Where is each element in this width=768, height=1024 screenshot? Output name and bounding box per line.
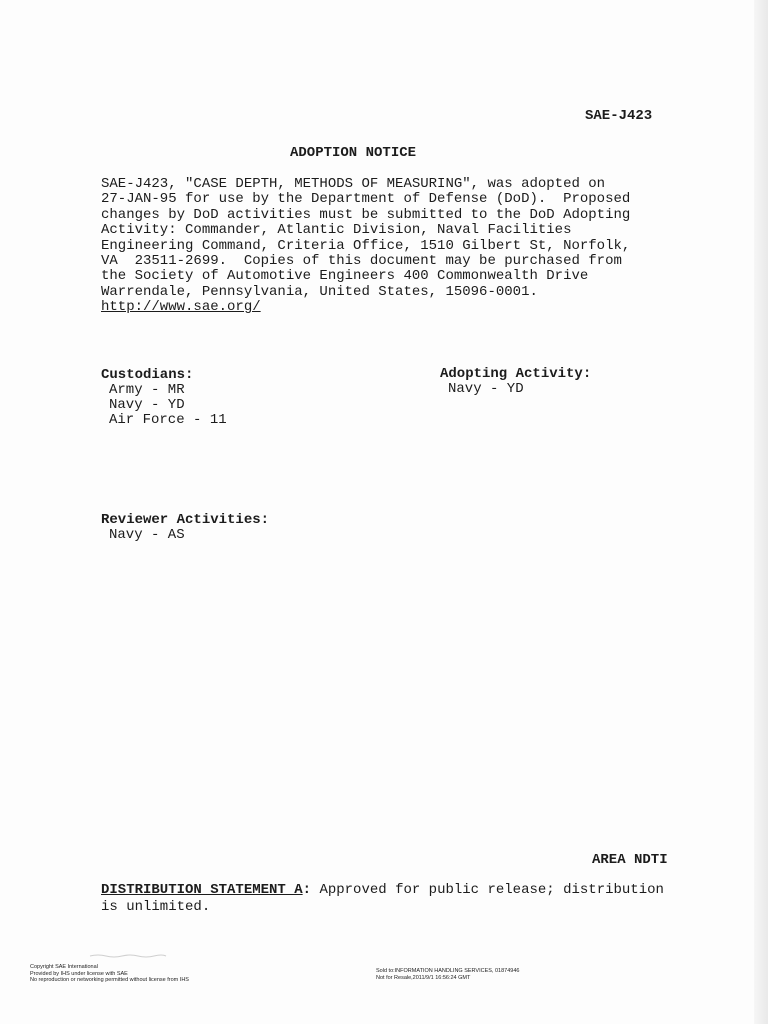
notice-line: Engineering Command, Criteria Office, 1510 Gilbert St, Norfolk, (101, 237, 631, 254)
footer-line: Copyright SAE International (30, 964, 98, 970)
distribution-statement: DISTRIBUTION STATEMENT A: Approved for public release; distribution is unlimited. (101, 882, 664, 915)
page-edge-shadow (754, 0, 768, 1024)
distribution-label: DISTRIBUTION STATEMENT A (101, 882, 303, 898)
custodian-item: Air Force - 11 (109, 412, 227, 428)
copyright-footer (30, 964, 189, 984)
sae-website-link[interactable]: http://www.sae.org/ (101, 299, 261, 316)
notice-line: the Society of Automotive Engineers 400 Commonwealth Drive (101, 268, 589, 285)
reviewer-activity-item: Navy - AS (109, 527, 185, 543)
faint-mark (88, 953, 168, 959)
footer-line: No reproduction or networking permitted without license from IHS (30, 977, 189, 983)
notice-line: SAE-J423, "CASE DEPTH, METHODS OF MEASURING", was adopted on (101, 176, 606, 192)
footer-line: Sold to:INFORMATION HANDLING SERVICES, 01874946 (376, 968, 520, 974)
footer-line: Not for Resale,2011/9/1 16:56:24 GMT (376, 974, 471, 981)
adopting-activity-section (440, 367, 591, 397)
notice-line: 27-JAN-95 for use by the Department of Defense (DoD). Proposed (101, 191, 631, 208)
custodians-section (101, 368, 227, 428)
footer-line: Provided by IHS under license with SAE (30, 970, 128, 977)
area-code: AREA NDTI (592, 852, 668, 868)
notice-line: changes by DoD activities must be submitted to the DoD Adopting (101, 206, 631, 223)
license-footer (376, 968, 519, 981)
notice-line: VA 23511-2699. Copies of this document may be purchased from (101, 253, 622, 270)
reviewer-activities-section (101, 513, 269, 543)
custodian-item: Army - MR (109, 382, 185, 398)
adopting-activity-item: Navy - YD (448, 381, 524, 397)
document-id: SAE-J423 (585, 108, 653, 124)
adopting-activity-heading: Adopting Activity: (440, 366, 592, 382)
custodians-heading: Custodians: (101, 367, 194, 383)
notice-paragraph (101, 177, 661, 316)
reviewer-activities-heading: Reviewer Activities: (101, 512, 270, 528)
distribution-text: Approved for public release; distribution is unlimited. (101, 882, 664, 915)
custodian-item: Navy - YD (109, 397, 185, 413)
page-title: ADOPTION NOTICE (290, 145, 417, 161)
notice-line: Warrendale, Pennsylvania, United States, 15096-0001. (101, 283, 538, 300)
notice-line: Activity: Commander, Atlantic Division, Naval Facilities (101, 222, 572, 239)
